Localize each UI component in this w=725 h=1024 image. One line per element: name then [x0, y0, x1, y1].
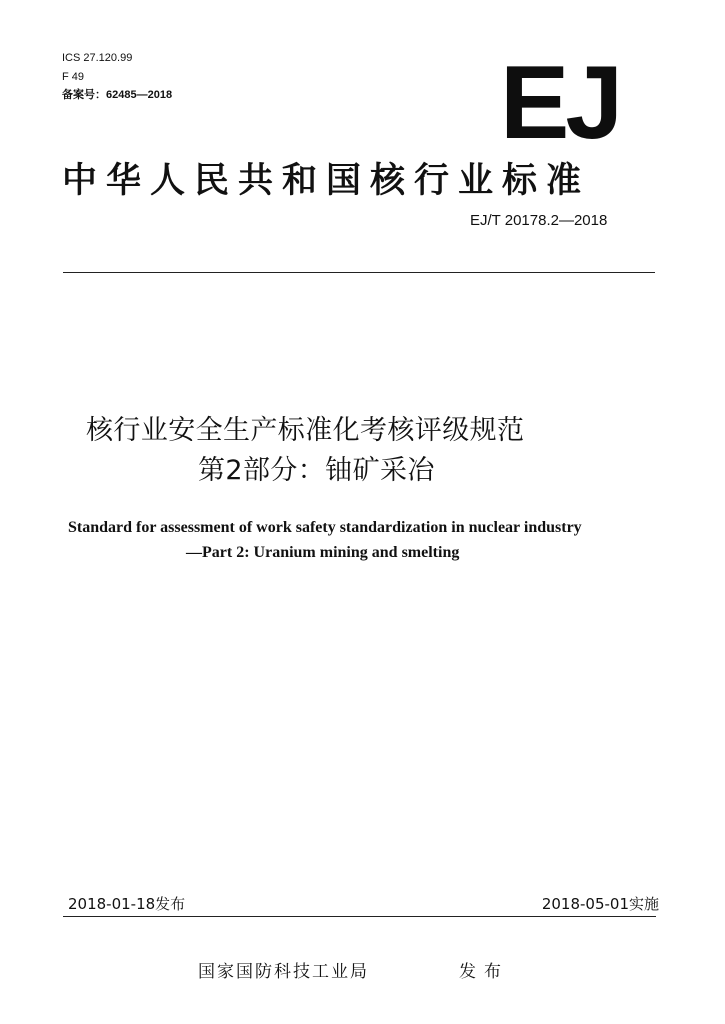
- implementation-date: 2018-05-01实施: [541, 895, 659, 913]
- top-divider: [63, 272, 655, 273]
- english-title-line-1: Standard for assessment of work safety standardization in nuclear industry: [68, 519, 582, 536]
- issue-date: 2018-01-18发布: [68, 895, 186, 913]
- ej-logo: EJ: [500, 45, 620, 161]
- publish-label: 发布: [459, 962, 509, 982]
- english-title-line-2: —Part 2: Uranium mining and smelting: [186, 544, 460, 561]
- bottom-divider: [63, 916, 656, 917]
- classification-code: F 49: [62, 71, 85, 83]
- standard-title: 中华人民共和国核行业标准: [62, 161, 591, 201]
- standard-number: EJ/T 20178.2—2018: [470, 212, 608, 229]
- ics-code: ICS 27.120.99: [62, 52, 133, 64]
- record-number: 备案号：62485—2018: [62, 89, 173, 101]
- document-title-line-2: 第2部分：铀矿采冶: [198, 455, 435, 486]
- document-title-line-1: 核行业安全生产标准化考核评级规范: [86, 415, 525, 446]
- publisher-name: 国家国防科技工业局: [198, 962, 369, 982]
